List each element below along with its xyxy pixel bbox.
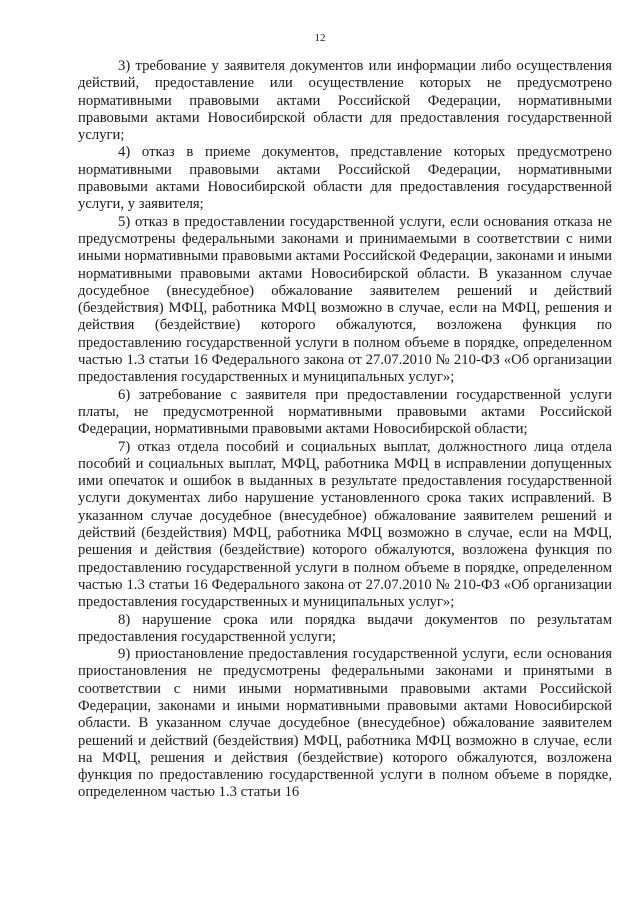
page-number: 12 [314,32,326,44]
document-body [78,58,612,802]
paragraph-item-6: 6) затребование с заявителя при предоставлении государственной услуги платы, не предусмотренной нормативными правовыми актами Российской Федерации, нормативными правовыми актами Новосибирской области; [78,386,612,438]
paragraph-item-4: 4) отказ в приеме документов, представление которых предусмотрено нормативными правовыми актами Российской Федерации, нормативными правовыми актами Новосибирской области для предоставления государственной услуги, у заявителя; [78,144,612,213]
paragraph-item-9: 9) приостановление предоставления государственной услуги, если основания приостановления не предусмотрены федеральными законами и принятыми в соответствии с ними иными нормативными правовыми актами Российской Федерации, законами и иными нормативными правовыми актами Новосибирской области. В указанном случае досудебное (внесудебное) обжалование заявителем решений и действий (бездействия) МФЦ, работника МФЦ возможно в случае, если на МФЦ, решения и действия (бездействие) которого обжалуются, возложена функция по предоставлению государственной услуги в полном объеме в порядке, определенном частью 1.3 статьи 16 [78,646,612,801]
paragraph-item-5: 5) отказ в предоставлении государственной услуги, если основания отказа не предусмотрены федеральными законами и принимаемыми в соответствии с ними иными нормативными правовыми актами Российской Федерации, законами и иными нормативными правовыми актами Новосибирской области. В указанном случае досудебное (внесудебное) обжалование заявителем решений и действий (бездействия) МФЦ, работника МФЦ возможно в случае, если на МФЦ, решения и действия (бездействие) которого обжалуются, возложена функция по предоставлению государственной услуги в полном объеме в порядке, определенном частью 1.3 статьи 16 Федерального закона от 27.07.2010 № 210-ФЗ «Об организации предоставления государственных и муниципальных услуг»; [78,213,612,386]
paragraph-item-8: 8) нарушение срока или порядка выдачи документов по результатам предоставления государственной услуги; [78,611,612,645]
paragraph-item-3: 3) требование у заявителя документов или информации либо осуществления действий, предоставление или осуществление которых не предусмотрено нормативными правовыми актами Российской Федерации, нормативными правовыми актами Новосибирской области для предоставления государственной услуги; [78,58,612,144]
paragraph-item-7: 7) отказ отдела пособий и социальных выплат, должностного лица отдела пособий и социальных выплат, МФЦ, работника МФЦ в исправлении допущенных ими опечаток и ошибок в выданных в результате предоставления государственной услуги документах либо нарушение установленного срока таких исправлений. В указанном случае досудебное (внесудебное) обжалование заявителем решений и действий (бездействия) МФЦ, работника МФЦ возможно в случае, если на МФЦ, решения и действия (бездействие) которого обжалуются, возложена функция по предоставлению государственной услуги в полном объеме в порядке, определенном частью 1.3 статьи 16 Федерального закона от 27.07.2010 № 210-ФЗ «Об организации предоставления государственных и муниципальных услуг»; [78,438,612,611]
